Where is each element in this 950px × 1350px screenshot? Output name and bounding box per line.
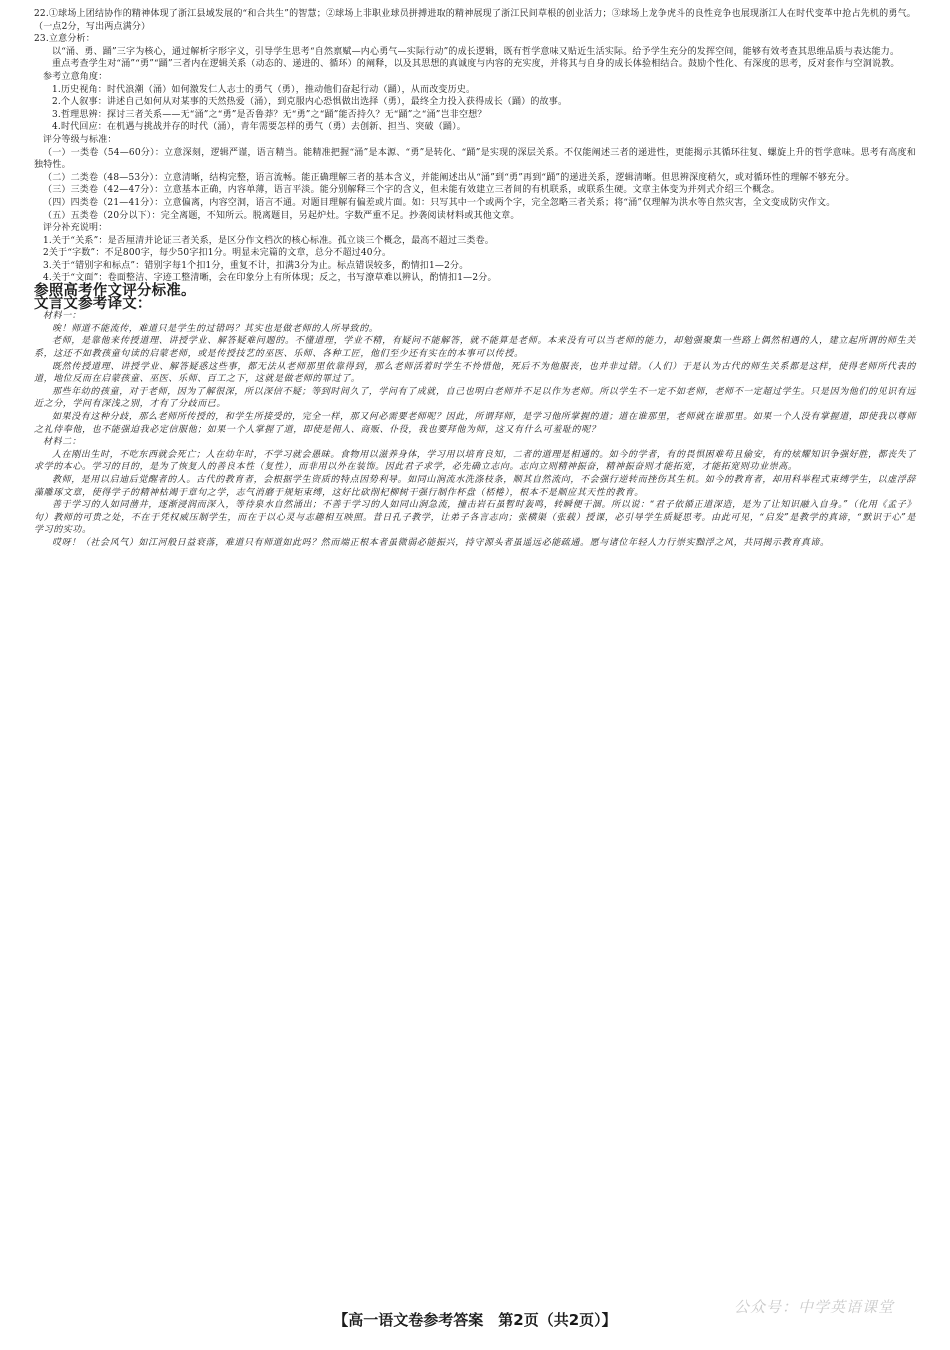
material-2-paragraph: 人在刚出生时，不吃东西就会死亡；人在幼年时，不学习就会愚昧。食物用以滋养身体，学习用以培育良知，二者的道理是相通的。如今的学者，有的畏惧困难苟且偷安，有的炫耀知识争强好胜，都丧失了求学的本心。学习的目的，是为了恢复人的善良本性（复性），而非用以外在装饰。因此君子求学，必先确立志向。志向立则精神振奋，精神振奋则才能拓宽，才能拓宽则功业崇高。 [34,449,917,473]
angle-1: 1.历史视角：时代浪潮（涌）如何激发仁人志士的勇气（勇），推动他们奋起行动（踊），从而改变历史。 [52,84,476,95]
grade-3: （三）三类卷（42—47分）：立意基本正确，内容单薄，语言平淡。能分别解释三个字的含义，但未能有效建立三者间的有机联系，或联系生硬。文章主体变为并列式介绍三个概念。 [43,185,780,196]
grade-5: （五）五类卷（20分以下）：完全离题，不知所云。脱离题目，另起炉灶。字数严重不足。抄袭阅读材料或其他文章。 [43,210,520,221]
supplement-2: 2关于“字数”：不足800字，每少50字扣1分。明显未完篇的文章，总分不超过40分。 [43,248,392,259]
watermark: 公众号：中学英语课堂 [733,1298,894,1316]
supplement-3: 3.关于“错别字和标点”：错别字每1个扣1分，重复不计，扣满3分为止。标点错误较多，酌情扣1—2分。 [43,260,469,271]
material-1-paragraph: 唉！师道不能流传，难道只是学生的过错吗？其实也是做老师的人所导致的。 [52,323,379,334]
translation-body [34,310,916,549]
grade-2: （二）二类卷（48—53分）：立意清晰，结构完整，语言流畅。能正确理解三者的基本含义，并能阐述出从“涌”到“勇”再到“踊”的递进关系，逻辑清晰。但思辨深度稍欠，或对循环性的理解不够充分。 [43,172,855,183]
material-1-paragraph: 如果没有这种分歧，那么老师所传授的，和学生所接受的，完全一样，那又何必需要老师呢？因此，所谓拜师，是学习他所掌握的道；道在谁那里，老师就在谁那里。如果一个人没有掌握道，即使我以尊师之礼侍奉他，也不能强迫我必定信服他；如果一个人掌握了道，即使是佣人、商贩、仆役，我也要拜他为师，这又有什么可羞耻的呢？ [34,412,917,435]
page-footer: 【高一语文卷参考答案 第2页（共2页）】 [333,1311,617,1329]
material-2-paragraph: 善于学习的人如同凿井，逐渐浸润而深入，等待泉水自然涌出；不善于学习的人如同山涧急流，撞击岩石虽暂时轰鸣，转瞬便干涸。所以说：“君子依循正道深造，是为了让知识融入自身。”（化用《孟子》句）教师的可贵之处，不在于凭权威压制学生，而在于以心灵与志趣相互映照。昔日孔子教学，让弟子各言志向；张横渠（张载）授课，必引导学生质疑思考。由此可见，“启发”是教学的真谛，“默识于心”是学习的实功。 [34,500,916,536]
material-2-paragraph: 哎呀！（社会风气）如江河般日益衰落，难道只有师道如此吗？然而端正根本者虽微弱必能振兴，持守源头者虽遥远必能疏通。愿与诸位年轻人力行崇实黜浮之风，共同揭示教育真谛。 [52,537,830,548]
material-1-paragraph: 那些年幼的孩童，对于老师，因为了解很深，所以深信不疑；等到时间久了，学问有了成就，自己也明白老师并不足以作为老师。所以学生不一定不如老师，老师不一定超过学生。只是因为他们的见识有远近之分，学问有深浅之别，才有了分歧而已。 [34,386,917,410]
q23-intro-2: 重点考查学生对“涌”“勇”“踊”三者内在逻辑关系（动态的、递进的、循环）的阐释，以及其思想的真诚度与内容的充实度，并将其与自身的成长体验相结合。鼓励个性化、有深度的思考，反对套作与空洞说教。 [52,59,900,70]
angle-2: 2.个人叙事：讲述自己如何从对某事的天然热爱（涌），到克服内心恐惧做出选择（勇），最终全力投入获得成长（踊）的故事。 [52,97,568,108]
supplement-4: 4.关于“文面”：卷面整洁、字迹工整清晰，会在印象分上有所体现；反之，书写潦草难以辨认，酌情扣1—2分。 [43,273,497,284]
supplement-title: 评分补充说明： [43,223,108,234]
answer-page [34,8,916,1342]
material-2-paragraph: 教师，是用以启迪后觉醒者的人。古代的教育者，会根据学生资质的特点因势利导。如同山涧流水洗涤枝条，顺其自然流向，不会强行逆转而挫伤其生机。如今的教育者，却用科举程式束缚学生，以虚浮辞藻雕琢文章，使得学子的精神枯竭于章句之学，志气消磨于规矩束缚，这好比砍削杞柳树干强行制作杯盘（桮棬），根本不是顺应其天性的教育。 [34,474,917,498]
q23-intro-1: 以“涌、勇、踊”三字为核心，通过解析字形字义，引导学生思考“自然禀赋—内心勇气—实际行动”的成长逻辑，既有哲学意味又贴近生活实际。给予学生充分的发挥空间，能够有效考查其思维品质与表达能力。 [52,46,900,57]
material-1-paragraph: 老师，是靠他来传授道理、讲授学业、解答疑难问题的。不懂道理，学业不精，有疑问不能解答，就不能算是老师。本来没有可以当老师的能力，却勉强聚集一些路上偶然相遇的人，建立起所谓的师生关系，这还不如教孩童句读的启蒙老师，或是传授技艺的巫医、乐师、各种工匠，他们至少还有实在的本事可以传授。 [34,336,916,360]
angle-4: 4.时代回应：在机遇与挑战并存的时代（涌），青年需要怎样的勇气（勇）去创新、担当、突破（踊）。 [52,122,466,133]
angles-title: 参考立意角度： [43,71,108,82]
q23-title: 23.立意分析： [34,34,95,45]
reference-standard: 参照高考作文评分标准。 [34,283,196,300]
material-1-paragraph: 既然传授道理、讲授学业、解答疑惑这些事，都无法从老师那里依靠得到，那么老师活着时学生不怜惜他，死后不为他服丧，也并非过错。（人们）于是认为古代的师生关系都是这样，使得老师所代表的道，地位反而在启蒙孩童、巫医、乐师、百工之下，这就是做老师的罪过了。 [34,361,916,385]
grades-title: 评分等级与标准： [43,134,117,145]
grade-4: （四）四类卷（21—41分）：立意偏离，内容空洞，语言不通。对题目理解有偏差或片面。如：只写其中一个或两个字，完全忽略三者关系；将“涌”仅理解为洪水等自然灾害，全文变成防灾作文。 [43,197,836,208]
supplement-1: 1.关于“关系”：是否厘清并论证三者关系，是区分作文档次的核心标准。孤立谈三个概念，最高不超过三类卷。 [43,235,494,246]
translation-title: 文言文参考译文： [34,295,152,312]
grade-1: （一）一类卷（54—60分）：立意深刻，逻辑严谨，语言精当。能精准把握“涌”是本源、“勇”是转化、“踊”是实现的深层关系。不仅能阐述三者的递进性，更能揭示其循环往复、螺旋上升的哲学意味。思考有高度和独特性。 [34,147,916,171]
q22-answer: 22.①球场上团结协作的精神体现了浙江县域发展的“和合共生”的智慧；②球场上非职业球员拼搏进取的精神展现了浙江民间草根的创业活力；③球场上龙争虎斗的良性竞争也展现浙江人在时代变革中抢占先机的勇气。（一点2分，写出两点满分） [34,9,916,32]
material-1-title: 材料一： [43,311,82,322]
angle-3: 3.哲理思辨：探讨三者关系——无“涌”之“勇”是否鲁莽？无“勇”之“踊”能否持久？无“踊”之“涌”岂非空想？ [52,109,487,120]
material-2-title: 材料二： [43,437,82,448]
